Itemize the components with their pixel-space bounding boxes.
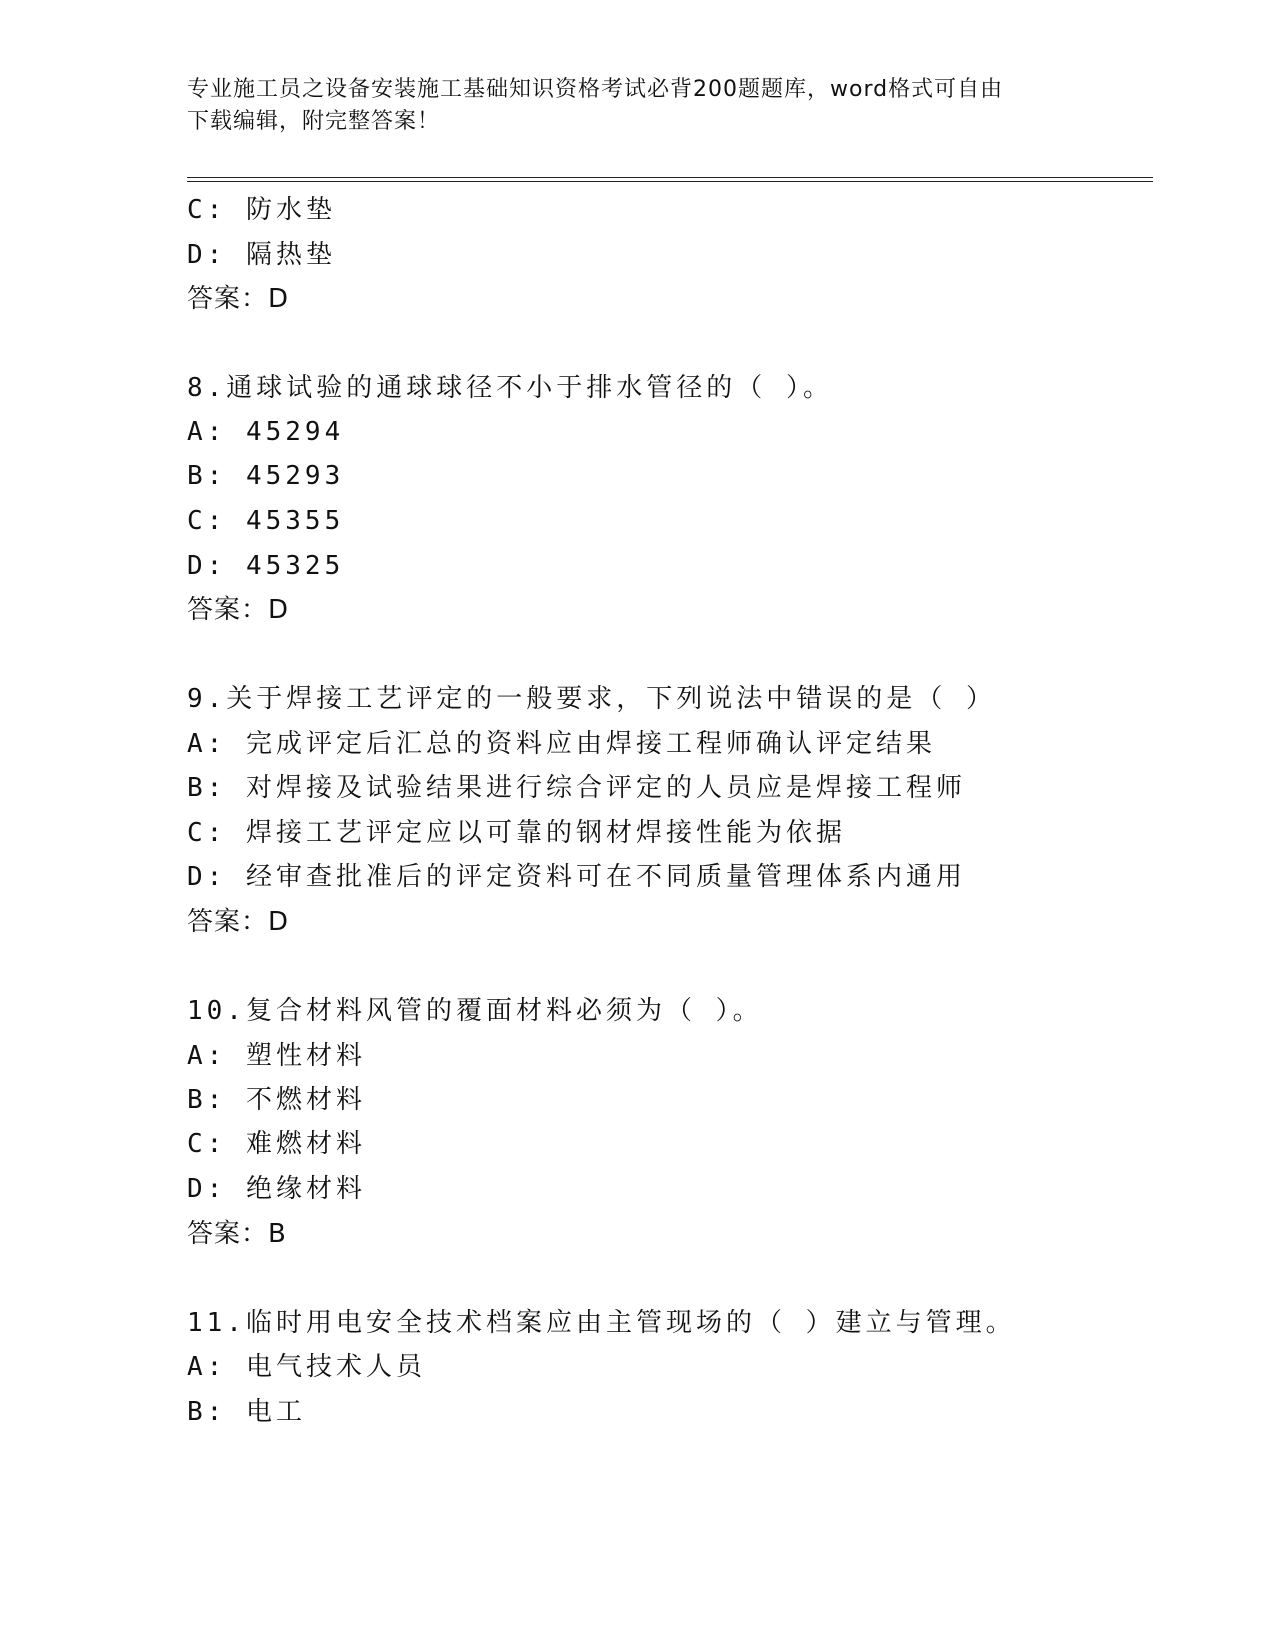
answer-line: 答案：D (187, 595, 290, 625)
header-line-1: 专业施工员之设备安装施工基础知识资格考试必背200题题库，word格式可自由 (187, 77, 1004, 102)
answer-line: 答案：B (187, 1219, 287, 1249)
option-line: D: 经审查批准后的评定资料可在不同质量管理体系内通用 (187, 862, 966, 892)
question-line: 8.通球试验的通球球径不小于排水管径的（ ）。 (187, 373, 833, 403)
header-rule-bottom (187, 181, 1153, 182)
header-rule-top (187, 177, 1153, 178)
option-line: B: 电工 (187, 1397, 306, 1427)
question-line: 9.关于焊接工艺评定的一般要求，下列说法中错误的是（ ） (187, 684, 996, 714)
answer-line: 答案：D (187, 907, 290, 937)
document-header (187, 74, 1067, 138)
option-line: B: 对焊接及试验结果进行综合评定的人员应是焊接工程师 (187, 773, 966, 803)
option-line: B: 45293 (187, 461, 345, 491)
option-line: A: 完成评定后汇总的资料应由焊接工程师确认评定结果 (187, 729, 936, 759)
option-line: D: 绝缘材料 (187, 1174, 366, 1204)
option-line: A: 塑性材料 (187, 1041, 366, 1071)
option-line: C: 焊接工艺评定应以可靠的钢材焊接性能为依据 (187, 818, 846, 848)
option-line: A: 45294 (187, 417, 345, 447)
option-line: A: 电气技术人员 (187, 1352, 426, 1382)
answer-line: 答案：D (187, 284, 290, 314)
question-line: 11.临时用电安全技术档案应由主管现场的（ ）建立与管理。 (187, 1308, 1016, 1338)
question-line: 10.复合材料风管的覆面材料必须为（ ）。 (187, 996, 763, 1026)
option-line: C: 45355 (187, 506, 345, 536)
header-line-2: 下载编辑，附完整答案！ (187, 109, 441, 134)
option-line: D: 隔热垫 (187, 240, 336, 270)
option-line: C: 防水垫 (187, 195, 336, 225)
option-line: D: 45325 (187, 551, 345, 581)
option-line: C: 难燃材料 (187, 1129, 366, 1159)
option-line: B: 不燃材料 (187, 1085, 366, 1115)
